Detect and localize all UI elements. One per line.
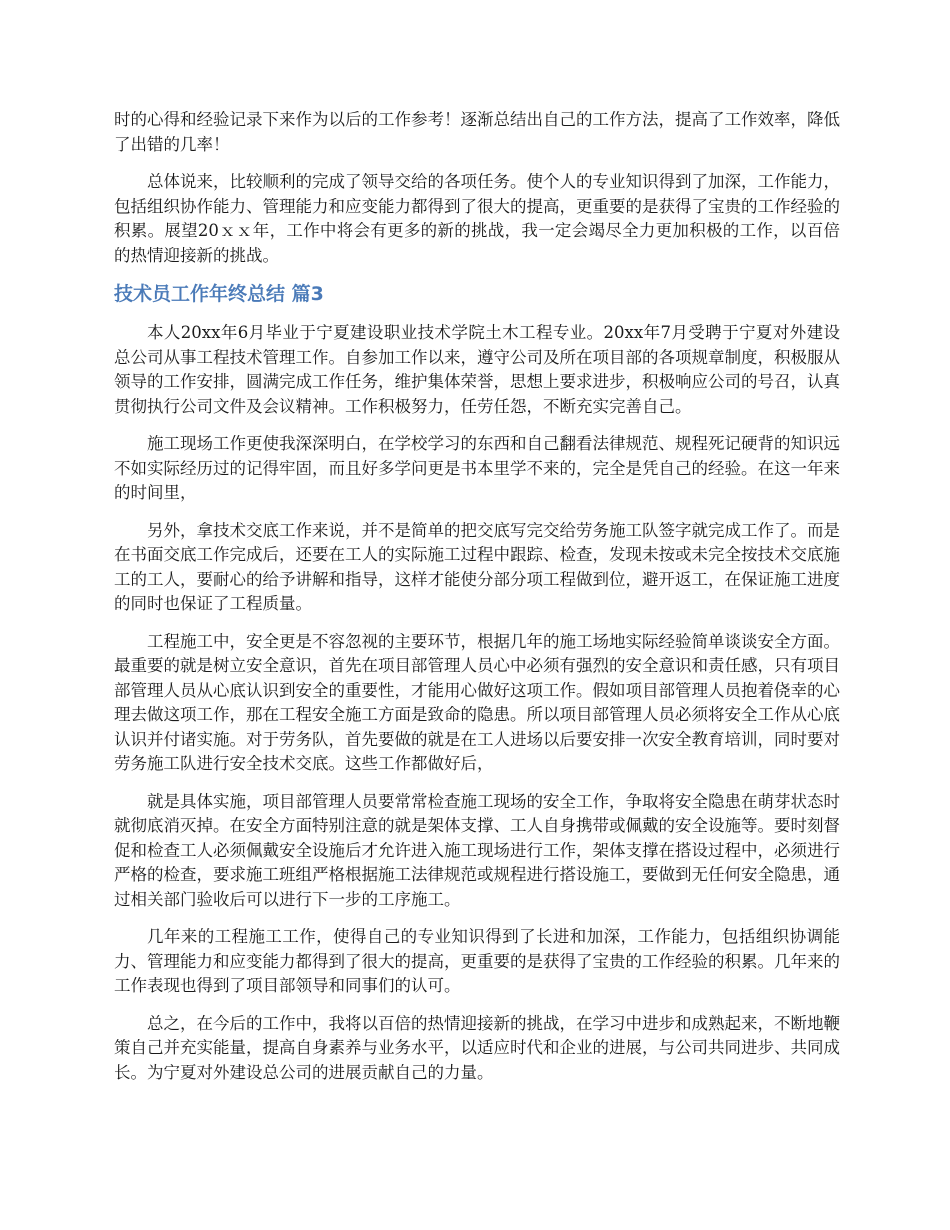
body-paragraph-4: 工程施工中，安全更是不容忽视的主要环节，根据几年的施工场地实际经验简单谈谈安全方面。最重要的就是树立安全意识，首先在项目部管理人员心中必须有强烈的安全意识和责任感，只有项目部管理人员从心底认识到安全的重要性，才能用心做好这项工作。假如项目部管理人员抱着侥幸的心理去做这项工作，那在工程安全施工方面是致命的隐患。所以项目部管理人员必须将安全工作从心底认识并付诸实施。对于劳务队，首先要做的就是在工人进场以后要安排一次安全教育培训，同时要对劳务施工队进行安全技术交底。这些工作都做好后， <box>114 631 840 773</box>
body-paragraph-3: 另外，拿技术交底工作来说，并不是简单的把交底写完交给劳务施工队签字就完成工作了。而是在书面交底工作完成后，还要在工人的实际施工过程中跟踪、检查，发现未按或未完全按技术交底施工的工人，要耐心的给予讲解和指导，这样才能使分部分项工程做到位，避开返工，在保证施工进度的同时也保证了工程质量。 <box>114 520 840 613</box>
section-title: 技术员工作年终总结 篇3 <box>114 283 324 305</box>
intro-paragraph-1: 时的心得和经验记录下来作为以后的工作参考！逐渐总结出自己的工作方法，提高了工作效率，降低了出错的几率！ <box>114 110 840 154</box>
document-page <box>114 108 840 1098</box>
body-paragraph-1: 本人20xx年6月毕业于宁夏建设职业技术学院土木工程专业。20xx年7月受聘于宁夏对外建设总公司从事工程技术管理工作。自参加工作以来，遵守公司及所在项目部的各项规章制度，积极服从领导的工作安排，圆满完成工作任务，维护集体荣誉，思想上要求进步，积极响应公司的号召，认真贯彻执行公司文件及会议精神。工作积极努力，任劳任怨，不断充实完善自己。 <box>114 323 840 416</box>
body-paragraph-2: 施工现场工作更使我深深明白，在学校学习的东西和自己翻看法律规范、规程死记硬背的知识远不如实际经历过的记得牢固，而且好多学问更是书本里学不来的，完全是凭自己的经验。在这一年来的时间里， <box>114 434 840 502</box>
body-paragraph-5: 就是具体实施，项目部管理人员要常常检查施工现场的安全工作，争取将安全隐患在萌芽状态时就彻底消灭掉。在安全方面特别注意的就是架体支撑、工人自身携带或佩戴的安全设施等。要时刻督促和检查工人必须佩戴安全设施后才允许进入施工现场进行工作，架体支撑在搭设过程中，必须进行严格的检查，要求施工班组严格根据施工法律规范或规程进行搭设施工，要做到无任何安全隐患，通过相关部门验收后可以进行下一步的工序施工。 <box>114 791 840 909</box>
intro-paragraph-2: 总体说来，比较顺利的完成了领导交给的各项任务。使个人的专业知识得到了加深，工作能力，包括组织协作能力、管理能力和应变能力都得到了很大的提高，更重要的是获得了宝贵的工作经验的积累。展望20ｘｘ年，工作中将会有更多的新的挑战，我一定会竭尽全力更加积极的工作，以百倍的热情迎接新的挑战。 <box>114 172 840 265</box>
body-paragraph-6: 几年来的工程施工工作，使得自己的专业知识得到了长进和加深，工作能力，包括组织协调能力、管理能力和应变能力都得到了很大的提高，更重要的是获得了宝贵的工作经验的积累。几年来的工作表现也得到了项目部领导和同事们的认可。 <box>114 927 840 995</box>
body-paragraph-7: 总之，在今后的工作中，我将以百倍的热情迎接新的挑战，在学习中进步和成熟起来，不断地鞭策自己并充实能量，提高自身素养与业务水平，以适应时代和企业的进展，与公司共同进步、共同成长。为宁夏对外建设总公司的进展贡献自己的力量。 <box>114 1013 840 1082</box>
